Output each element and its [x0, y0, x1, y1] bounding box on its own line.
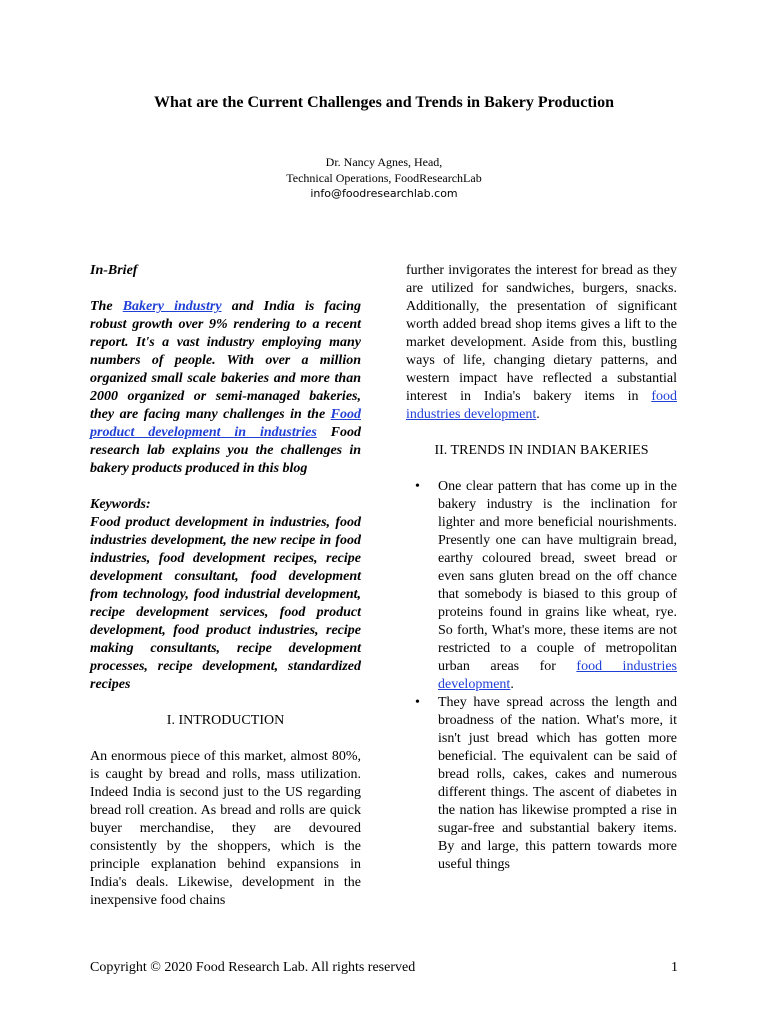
- author-block: [0, 154, 768, 202]
- bullet-icon: •: [415, 695, 420, 710]
- food-product-development-link[interactable]: Food product development in industries: [90, 407, 361, 440]
- right-column: [406, 262, 677, 874]
- continuation-paragraph: [406, 262, 677, 424]
- page-footer: [90, 960, 678, 976]
- keywords-heading: Keywords:: [90, 497, 151, 512]
- section-heading-trends: II. TRENDS IN INDIAN BAKERIES: [434, 443, 649, 458]
- bakery-industry-link[interactable]: Bakery industry: [122, 299, 222, 314]
- keywords-text: Food product development in industries, food industries development, the new recipe in food industries, food development recipes, recipe development consultant, food development from technology, food industrial development, recipe development services, food product development, food product industries, recipe making consultants, recipe development processes, recipe development, standardized recipes: [90, 515, 361, 692]
- copyright-text: Copyright © 2020 Food Research Lab. All rights reserved: [90, 960, 416, 975]
- bullet-end: .: [510, 677, 514, 692]
- author-name: Dr. Nancy Agnes, Head,: [325, 155, 443, 169]
- introduction-paragraph: An enormous piece of this market, almost 80%, is caught by bread and rolls, mass utilization. Indeed India is second just to the US regarding bread roll creation. As bread and rolls are quick buyer merchandise, they are devoured consistently by the shoppers, which is the principle explanation behind expansions in India's deals. Likewise, development in the inexpensive food chains: [90, 749, 361, 908]
- continuation-end: .: [536, 407, 540, 422]
- in-brief-heading: In-Brief: [90, 263, 138, 278]
- list-item: [406, 694, 677, 874]
- author-affiliation: Technical Operations, FoodResearchLab: [286, 171, 482, 185]
- food-industries-development-link[interactable]: food industries development: [438, 659, 677, 692]
- left-column: [90, 262, 361, 910]
- in-brief-text-2: and India is facing robust growth over 9% rendering to a recent report. It's a vast industry employing many numbers of people. With over a million organized small scale bakeries and more than 2000 organized or semi-managed bakeries, they are facing many challenges in the: [90, 299, 361, 422]
- page-title: What are the Current Challenges and Trends in Bakery Production: [153, 94, 615, 111]
- in-brief-text-3: Food research lab explains you the challenges in bakery products produced in this blog: [90, 425, 362, 476]
- author-email: info@foodresearchlab.com: [310, 187, 458, 200]
- bullet-text: One clear pattern that has come up in the bakery industry is the inclination for lighter and more beneficial nourishments. Presently one can have multigrain bread, earthy coloured bread, sweet bread or even sans gluten bread on the off chance that somebody is biased to this group of proteins found in grains like wheat, rye. So forth, What's more, these items are not restricted to a couple of metropolitan urban areas for: [438, 479, 677, 674]
- bullet-icon: •: [415, 479, 420, 494]
- page-number: 1: [671, 960, 678, 975]
- food-industries-development-link[interactable]: food industries development: [406, 389, 677, 422]
- list-item: [406, 478, 677, 694]
- in-brief-paragraph: [90, 298, 361, 478]
- in-brief-text-1: The: [90, 299, 123, 314]
- section-heading-introduction: I. INTRODUCTION: [166, 713, 285, 728]
- continuation-text: further invigorates the interest for bread as they are utilized for sandwiches, burgers, snacks. Additionally, the presentation of significant worth added bread shop items gives a lift to the market development. Aside from this, bustling ways of life, changing dietary patterns, and western impact have reflected a substantial interest in India's bakery items in: [406, 263, 677, 404]
- trends-list: [406, 478, 677, 874]
- bullet-text: They have spread across the length and broadness of the nation. What's more, it isn't just bread which has gotten more beneficial. The equivalent can be said of bread rolls, cakes, cakes and numerous different things. The ascent of diabetes in the nation has likewise prompted a rise in sugar-free and substantial bakery items. By and large, this pattern towards more useful things: [438, 695, 677, 872]
